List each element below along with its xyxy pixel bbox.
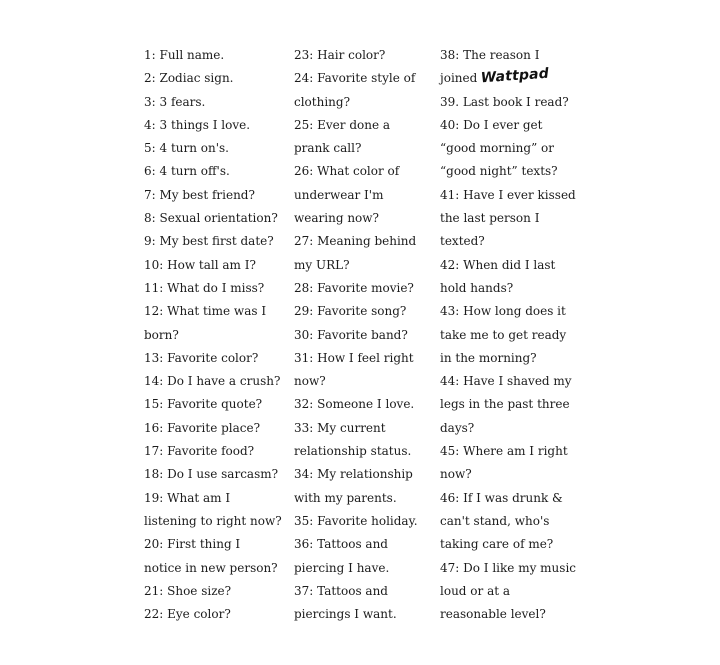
question-line: taking care of me? <box>440 537 554 552</box>
question-line: 35: Favorite holiday. <box>294 513 418 528</box>
question-column-1 <box>144 44 282 626</box>
question-line: wearing now? <box>294 211 379 226</box>
question-line: 15: Favorite quote? <box>144 397 263 412</box>
question-line: in the morning? <box>440 350 537 365</box>
question-line: 1: Full name. <box>144 48 225 62</box>
question-line: 39. Last book I read? <box>440 94 569 109</box>
question-line: 23: Hair color? <box>294 48 386 62</box>
question-line: 30: Favorite band? <box>294 327 408 342</box>
question-line: 40: Do I ever get <box>440 117 543 132</box>
question-line: 38: The reason I <box>440 48 540 62</box>
question-line: 43: How long does it <box>440 304 566 319</box>
handwritten-annotation: Wattpad <box>480 65 550 87</box>
question-line: piercing I have. <box>294 560 390 575</box>
question-column-3 <box>440 44 577 626</box>
question-line: 33: My current <box>294 420 386 435</box>
question-line: reasonable level? <box>440 607 546 622</box>
question-line: 37: Tattoos and <box>294 583 388 598</box>
question-line: 29: Favorite song? <box>294 304 407 319</box>
question-line: 16: Favorite place? <box>144 420 261 435</box>
question-line: 4: 3 things I love. <box>144 117 251 132</box>
question-line: 27: Meaning behind <box>294 234 417 249</box>
question-line: 44: Have I shaved my <box>440 374 572 389</box>
question-line: texted? <box>440 234 485 249</box>
question-line: underwear I'm <box>294 187 384 202</box>
question-line: with my parents. <box>294 490 397 505</box>
question-line: prank call? <box>294 141 362 156</box>
question-line: 26: What color of <box>294 164 400 179</box>
question-line: my URL? <box>294 257 350 272</box>
question-line: 2: Zodiac sign. <box>144 71 234 86</box>
question-line: 12: What time was I <box>144 304 267 319</box>
question-line: 36: Tattoos and <box>294 537 388 552</box>
question-line: 42: When did I last <box>440 257 556 272</box>
question-line: 25: Ever done a <box>294 117 391 132</box>
question-line: 20: First thing I <box>144 537 241 552</box>
question-line: 41: Have I ever kissed <box>440 187 576 202</box>
question-line: now? <box>294 374 326 389</box>
question-line: clothing? <box>294 94 351 109</box>
question-line: 34: My relationship <box>294 467 413 482</box>
question-line: 6: 4 turn off's. <box>144 164 230 179</box>
question-column-2 <box>294 44 424 626</box>
question-line: 7: My best friend? <box>144 187 255 202</box>
question-line: relationship status. <box>294 444 412 459</box>
question-line: 3: 3 fears. <box>144 94 206 109</box>
question-line: can't stand, who's <box>440 513 550 528</box>
question-line: 47: Do I like my music <box>440 560 577 575</box>
question-line: born? <box>144 327 179 342</box>
question-line: now? <box>440 467 472 482</box>
question-line: take me to get ready <box>440 327 567 342</box>
question-line: 24: Favorite style of <box>294 71 416 86</box>
question-line: 13: Favorite color? <box>144 350 259 365</box>
question-line: 8: Sexual orientation? <box>144 211 278 226</box>
question-line: 18: Do I use sarcasm? <box>144 467 279 482</box>
question-line: legs in the past three <box>440 397 570 412</box>
question-line: 31: How I feel right <box>294 350 414 365</box>
question-line-with-handwriting <box>440 67 570 90</box>
question-line: 21: Shoe size? <box>144 583 232 598</box>
question-line: 45: Where am I right <box>440 444 568 459</box>
question-line: 9: My best first date? <box>144 234 274 249</box>
question-line: 22: Eye color? <box>144 607 231 622</box>
question-line: 17: Favorite food? <box>144 444 255 459</box>
question-line: 46: If I was drunk & <box>440 490 563 505</box>
question-line: “good night” texts? <box>440 164 558 179</box>
question-line: 10: How tall am I? <box>144 257 256 272</box>
question-line: hold hands? <box>440 280 514 295</box>
question-line: days? <box>440 420 475 435</box>
question-line: 5: 4 turn on's. <box>144 141 229 156</box>
question-line: the last person I <box>440 211 540 226</box>
question-line: piercings I want. <box>294 607 397 622</box>
question-line: listening to right now? <box>144 513 282 528</box>
question-line: “good morning” or <box>440 141 554 156</box>
question-line: 28: Favorite movie? <box>294 280 414 295</box>
question-line: 14: Do I have a crush? <box>144 374 281 389</box>
question-line: 19: What am I <box>144 490 231 505</box>
question-line: notice in new person? <box>144 560 278 575</box>
question-text: joined <box>440 71 478 86</box>
question-line: 32: Someone I love. <box>294 397 415 412</box>
question-line: loud or at a <box>440 583 511 598</box>
question-line: 11: What do I miss? <box>144 280 265 295</box>
